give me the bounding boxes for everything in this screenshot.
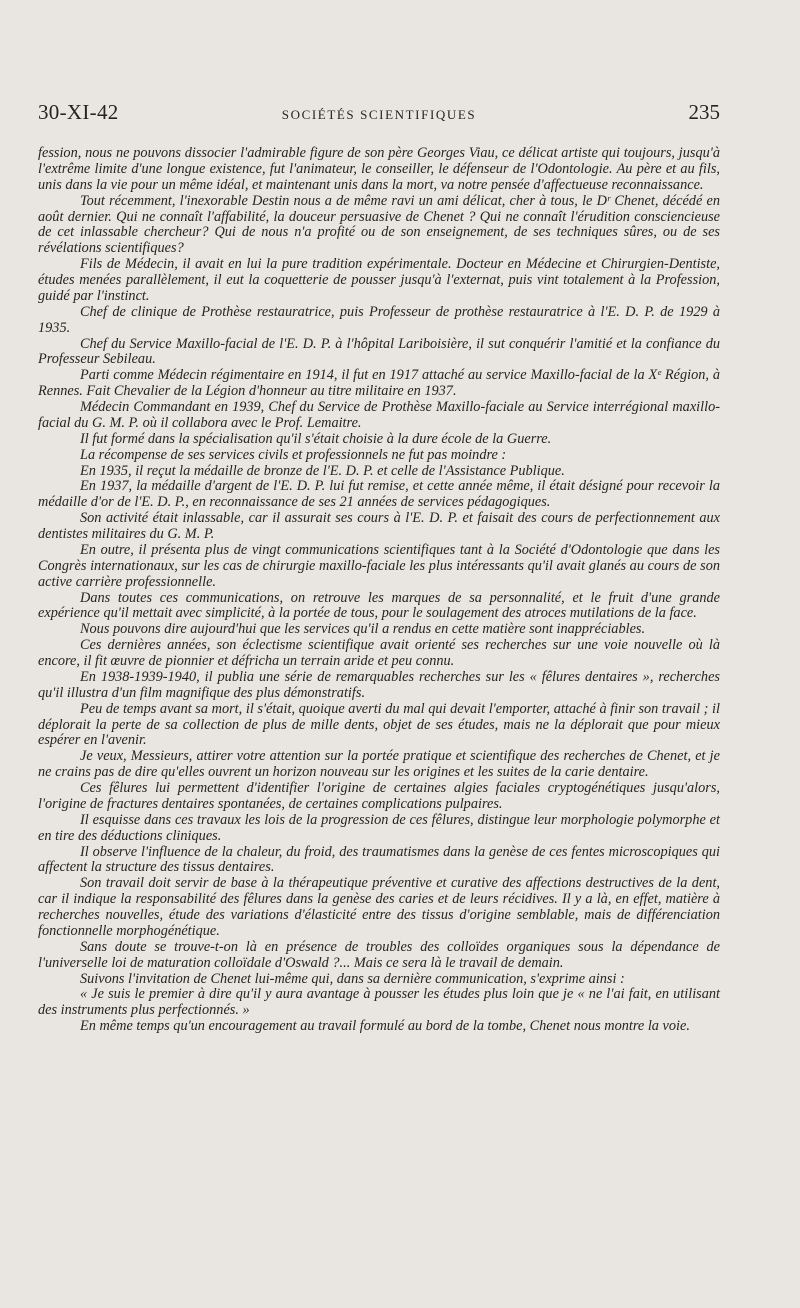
paragraph: Il fut formé dans la spécialisation qu'il s'était choisie à la dure école de la Guerre.	[80, 430, 552, 447]
paragraph: Il esquisse dans ces travaux les lois de la progression de ces fêlures, distingue leur morphologie polymorphe et en tire des déductions cliniques.	[38, 811, 720, 844]
paragraph: Parti comme Médecin régimentaire en 1914, il fut en 1917 attaché au service Maxillo-facial de la Xᵉ Région, à Rennes. Fait Chevalier de la Légion d'honneur au titre militaire en 1937.	[38, 367, 720, 400]
paragraph: La récompense de ses services civils et professionnels ne fut pas moindre :	[80, 446, 507, 463]
paragraph: Sans doute se trouve-t-on là en présence de troubles des colloïdes organiques sous la dépendance de l'universelle loi de maturation colloïdale d'Oswald ?... Mais ce sera là le travail de demain.	[38, 938, 720, 971]
paragraph: En 1938-1939-1940, il publia une série de remarquables recherches sur les « fêlures dentaires », recherches qu'il illustra d'un film magnifique des plus démonstratifs.	[38, 668, 720, 701]
paragraph: Chef du Service Maxillo-facial de l'E. D. P. à l'hôpital Lariboisière, il sut conquérir l'amitié et la confiance du Professeur Sebileau.	[38, 335, 720, 368]
paragraph: Il observe l'influence de la chaleur, du froid, des traumatismes dans la genèse de ces fentes microscopiques qui affectent la structure des tissus dentaires.	[38, 843, 720, 876]
paragraph: En 1937, la médaille d'argent de l'E. D. P. lui fut remise, et cette année même, il était désigné pour recevoir la médaille d'or de l'E. D. P., en reconnaissance de ses 21 années de services pédagogiques.	[38, 478, 720, 511]
paragraph: Tout récemment, l'inexorable Destin nous a de même ravi un ami délicat, cher à tous, le Dʳ Chenet, décédé en août dernier. Qui ne connaît l'affabilité, la douceur persuasive de Chenet ? Qui ne connaît l'érudition consciencieuse de cet inlassable chercheur? Qui de nous n'a profité ou de son enseignement, de ses techniques sûres, ou de ses révélations scientifiques?	[38, 192, 720, 257]
paragraph: fession, nous ne pouvons dissocier l'admirable figure de son père Georges Viau, ce délicat artiste qui toujours, jusqu'à l'extrême limite d'une longue existence, fut l'animateur, le conseiller, le défenseur de l'Odontologie. Au père et au fils, unis dans la vie pour un même idéal, et maintenant unis dans la mort, va notre pensée d'affectueuse reconnaissance.	[38, 145, 720, 193]
paragraph: Suivons l'invitation de Chenet lui-même qui, dans sa dernière communication, s'exprime ainsi :	[80, 970, 625, 987]
paragraph: Dans toutes ces communications, on retrouve les marques de sa personnalité, et le fruit d'une grande expérience qu'il mettait avec simplicité, à la portée de tous, pour le soulagement des atroces mutilations de la face.	[38, 589, 720, 622]
article-body	[38, 146, 720, 1035]
paragraph: Je veux, Messieurs, attirer votre attention sur la portée pratique et scientifique des recherches de Chenet, et je ne crains pas de dire qu'elles ouvrent un horizon nouveau sur les origines et les suites de la carie dentaire.	[38, 748, 720, 781]
quotation: « Je suis le premier à dire qu'il y aura avantage à pousser les études plus loin que je « ne l'ai fait, en utilisant des instruments plus perfectionnés. »	[38, 986, 720, 1019]
paragraph: Son travail doit servir de base à la thérapeutique préventive et curative des affections destructives de la dent, car il indique la responsabilité des fêlures dans la genèse des caries et de leurs récidives. Il y a là, en effet, matière à recherches nouvelles, étude des variations d'élasticité entre des tissus d'origine semblable, mais de différenciation fonctionnelle morphogénétique.	[38, 875, 720, 939]
paragraph: Ces fêlures lui permettent d'identifier l'origine de certaines algies faciales cryptogénétiques jusqu'alors, l'origine de fractures dentaires spontanées, de certaines complications pulpaires.	[38, 780, 720, 812]
paragraph: En outre, il présenta plus de vingt communications scientifiques tant à la Société d'Odontologie que dans les Congrès internationaux, sur les cas de chirurgie maxillo-faciale les plus intéressants qu'il avait glanés au cours de son active carrière professionnelle.	[38, 541, 720, 590]
paragraph: Ces dernières années, son éclectisme scientifique avait orienté ses recherches sur une voie nouvelle où là encore, il fit œuvre de pionnier et défricha un terrain aride et peu connu.	[38, 637, 720, 669]
paragraph: Son activité était inlassable, car il assurait ses cours à l'E. D. P. et faisait des cours de perfectionnement aux dentistes militaires du G. M. P.	[38, 510, 720, 542]
running-title: SOCIÉTÉS SCIENTIFIQUES	[281, 107, 477, 122]
page-number: 235	[688, 100, 720, 124]
paragraph: Peu de temps avant sa mort, il s'était, quoique averti du mal qui devait l'emporter, attaché à finir son travail ; il déplorait la perte de sa collection de plus de mille dents, objet de ses études, mais ne la déplorait que pour mieux espérer en l'avenir.	[38, 700, 720, 749]
paragraph: Nous pouvons dire aujourd'hui que les services qu'il a rendus en cette matière sont inappréciables.	[80, 621, 646, 638]
paragraph: En 1935, il reçut la médaille de bronze de l'E. D. P. et celle de l'Assistance Publique.	[80, 462, 565, 479]
paragraph: Médecin Commandant en 1939, Chef du Service de Prothèse Maxillo-faciale au Service interrégional maxillo-facial du G. M. P. où il collabora avec le Prof. Lemaitre.	[38, 399, 720, 431]
running-header	[38, 100, 720, 130]
paragraph: Fils de Médecin, il avait en lui la pure tradition expérimentale. Docteur en Médecine et Chirurgien-Dentiste, études menées parallèlement, il eut la coquetterie de pousser jusqu'à l'externat, puis vint totalement à la Profession, guidé par l'instinct.	[38, 256, 720, 304]
issue-date: 30-XI-42	[38, 100, 119, 124]
paragraph: En même temps qu'un encouragement au travail formulé au bord de la tombe, Chenet nous montre la voie.	[80, 1018, 690, 1035]
paragraph: Chef de clinique de Prothèse restauratrice, puis Professeur de prothèse restauratrice à l'E. D. P. de 1929 à 1935.	[38, 303, 720, 336]
